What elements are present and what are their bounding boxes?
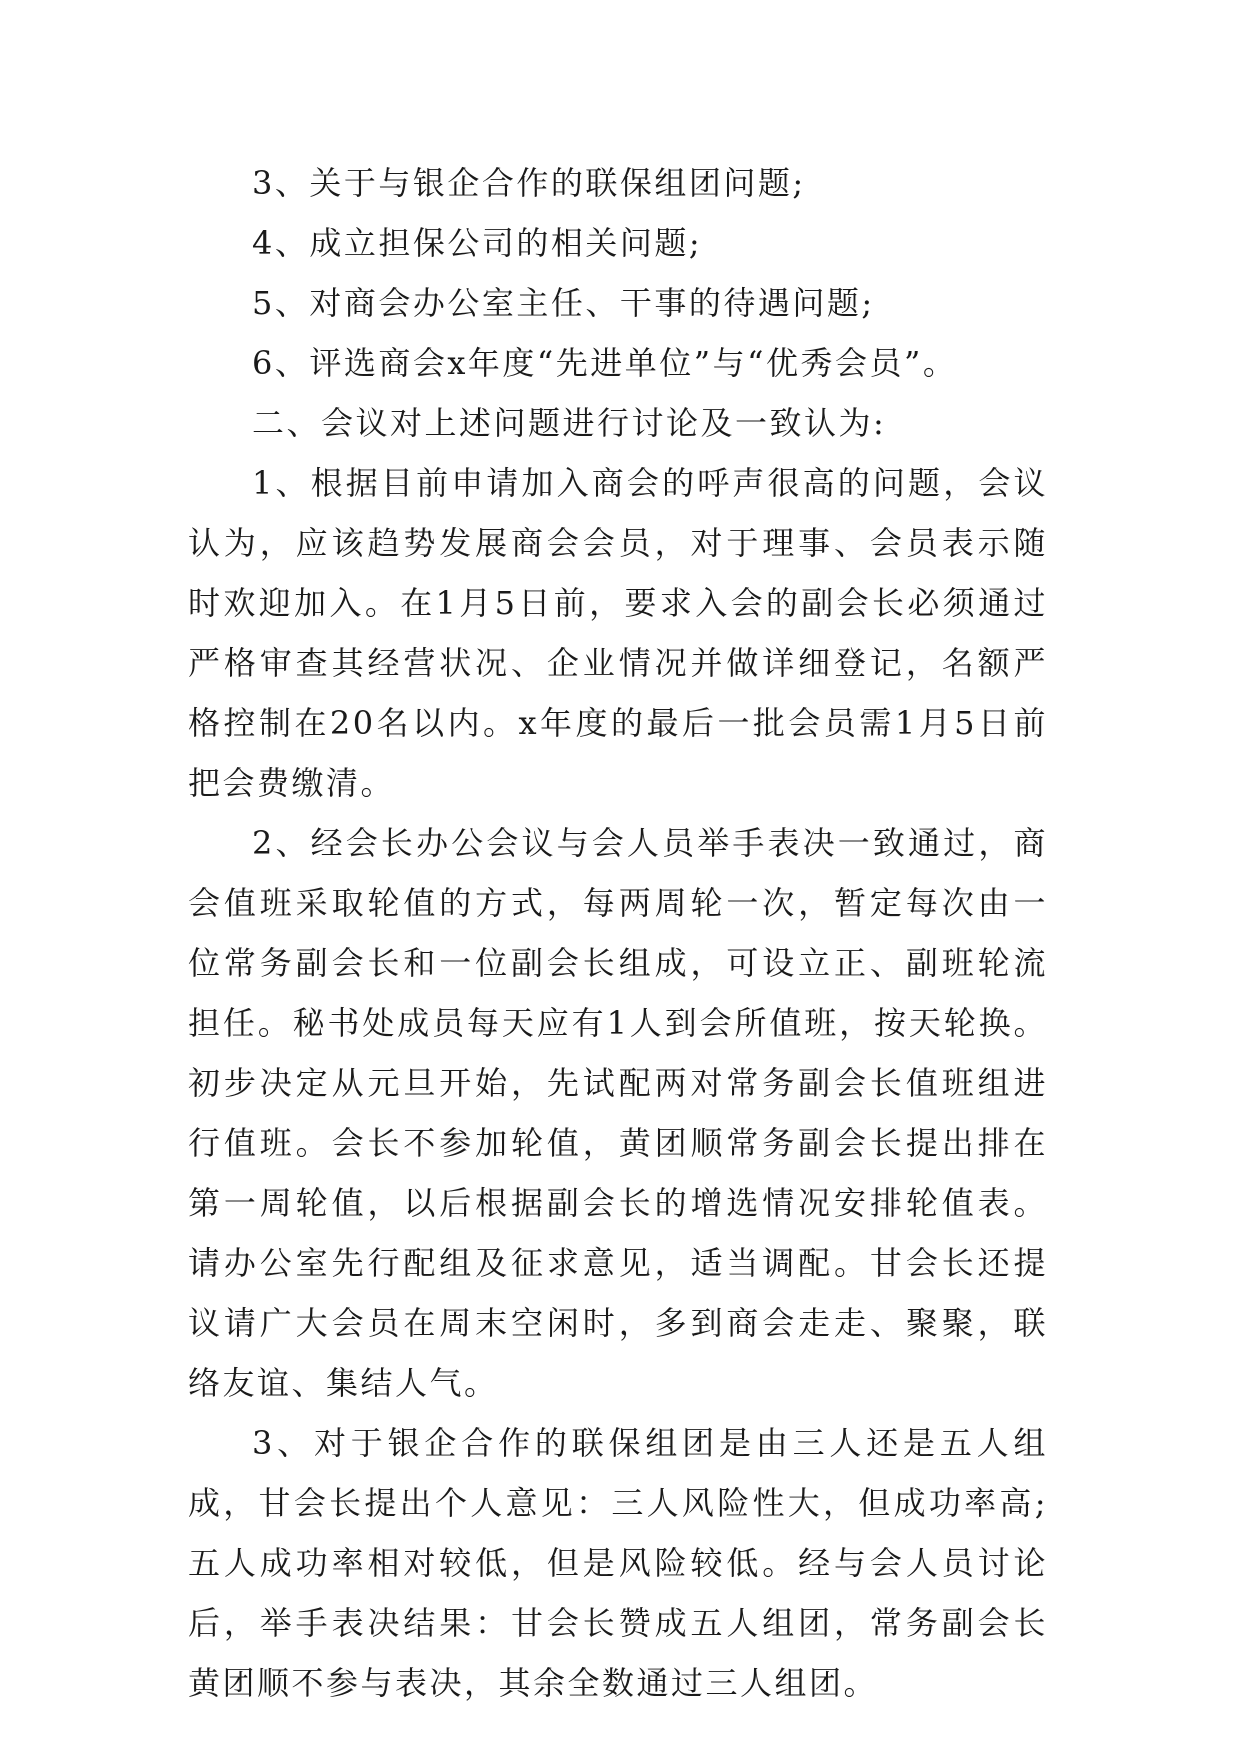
resolution-paragraph-3: 3、对于银企合作的联保组团是由三人还是五人组成，甘会长提出个人意见：三人风险性大，但成功率高;五人成功率相对较低，但是风险较低。经与会人员讨论后，举手表决结果：甘会长赞成五人组团，常务副会长黄团顺不参与表决，其余全数通过三人组团。 (188, 1424, 1048, 1702)
paragraph-item-4: 4、成立担保公司的相关问题; (252, 224, 703, 262)
document-body (188, 153, 1048, 1713)
paragraph-item-3: 3、关于与银企合作的联保组团问题; (252, 164, 806, 202)
resolution-paragraph-1: 1、根据目前申请加入商会的呼声很高的问题，会议认为，应该趋势发展商会会员，对于理事、会员表示随时欢迎加入。在1月5日前，要求入会的副会长必须通过严格审查其经营状况、企业情况并做详细登记，名额严格控制在20名以内。x年度的最后一批会员需1月5日前把会费缴清。 (188, 464, 1048, 802)
paragraph-item-5: 5、对商会办公室主任、干事的待遇问题; (252, 284, 875, 322)
paragraph-item-6: 6、评选商会x年度“先进单位”与“优秀会员”。 (252, 344, 958, 382)
section-heading-2: 二、会议对上述问题进行讨论及一致认为: (252, 404, 887, 442)
resolution-paragraph-2: 2、经会长办公会议与会人员举手表决一致通过，商会值班采取轮值的方式，每两周轮一次，暂定每次由一位常务副会长和一位副会长组成，可设立正、副班轮流担任。秘书处成员每天应有1人到会所值班，按天轮换。初步决定从元旦开始，先试配两对常务副会长值班组进行值班。会长不参加轮值，黄团顺常务副会长提出排在第一周轮值，以后根据副会长的增选情况安排轮值表。请办公室先行配组及征求意见，适当调配。甘会长还提议请广大会员在周末空闲时，多到商会走走、聚聚，联络友谊、集结人气。 (188, 824, 1048, 1402)
